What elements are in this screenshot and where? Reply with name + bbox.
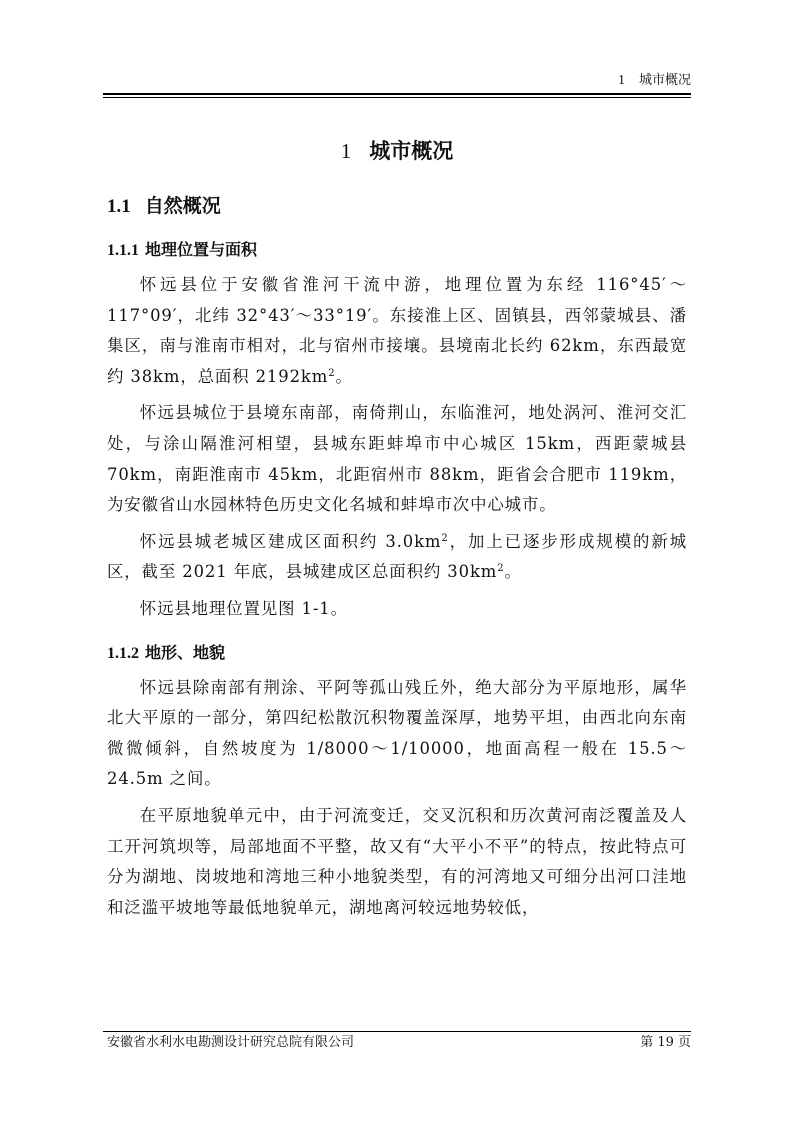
chapter-number: 1 [340,139,352,163]
header-chapter-name: 城市概况 [638,73,691,88]
running-footer [103,1033,691,1053]
subsection-number: 1.1.1 [107,242,139,259]
header-rule-thin [103,97,691,98]
page-number: 第 19 页 [640,1035,691,1050]
chapter-name: 城市概况 [369,139,454,163]
page-body [107,134,687,923]
subsection-number: 1.1.2 [107,644,139,662]
section-number: 1.1 [107,196,131,217]
subsection-title [107,637,687,669]
chapter-title [107,134,687,168]
body-paragraph: 怀远县除南部有荆涂、平阿等孤山残丘外，绝大部分为平原地形，属华北大平原的一部分，第四纪松散沉积物覆盖深厚，地势平坦，由西北向东南微微倾斜，自然坡度为 1/8000～1/10000，地面高程一般在 15.5～24.5m 之间。 [107,677,687,789]
section-title [107,190,687,222]
section-name: 自然概况 [144,195,221,217]
subsection-title [107,234,687,266]
running-header [103,70,691,92]
body-paragraph: 在平原地貌单元中，由于河流变迁，交叉沉积和历次黄河南泛覆盖及人工开河筑坝等，局部地面不平整，故又有“大平小不平”的特点，按此特点可分为湖地、岗坡地和湾地三种小地貌类型，有的河湾地又可细分出河口洼地和泛滥平坡地等最低地貌单元，湖地离河较远地势较低， [107,805,687,917]
footer-rule [103,1031,691,1032]
footer-organization: 安徽省水利水电勘测设计研究总院有限公司 [107,1035,355,1050]
body-paragraph: 怀远县地理位置见图 1-1。 [139,598,348,618]
subsection-name: 地理位置与面积 [145,240,258,259]
subsection-name: 地形、地貌 [145,642,226,662]
header-rule-thick [103,93,691,95]
header-chapter-number: 1 [617,73,625,88]
body-paragraph: 怀远县位于安徽省淮河干流中游，地理位置为东经 116°45′～117°09′，北纬 32°43′～33°19′。东接淮上区、固镇县，西邻蒙城县、潘集区，南与淮南市相对，北与宿州市接壤。县境南北长约 62km，东西最宽约 38km，总面积 $2192km^2$。 [107,275,687,386]
body-paragraph: 怀远县城老城区建成区面积约 $3.0km^2$，加上已逐步形成规模的新城区，截至 2021 年底，县城建成区总面积约 $30km^2$。 [107,531,687,582]
body-paragraph: 怀远县城位于县境东南部，南倚荆山，东临淮河，地处涡河、淮河交汇处，与涂山隔淮河相望，县城东距蚌埠市中心城区 15km，西距蒙城县 70km，南距淮南市 45km，北距宿州市 88km，距省会合肥市 119km，为安徽省山水园林特色历史文化名城和蚌埠市次中心城市。 [107,403,687,515]
